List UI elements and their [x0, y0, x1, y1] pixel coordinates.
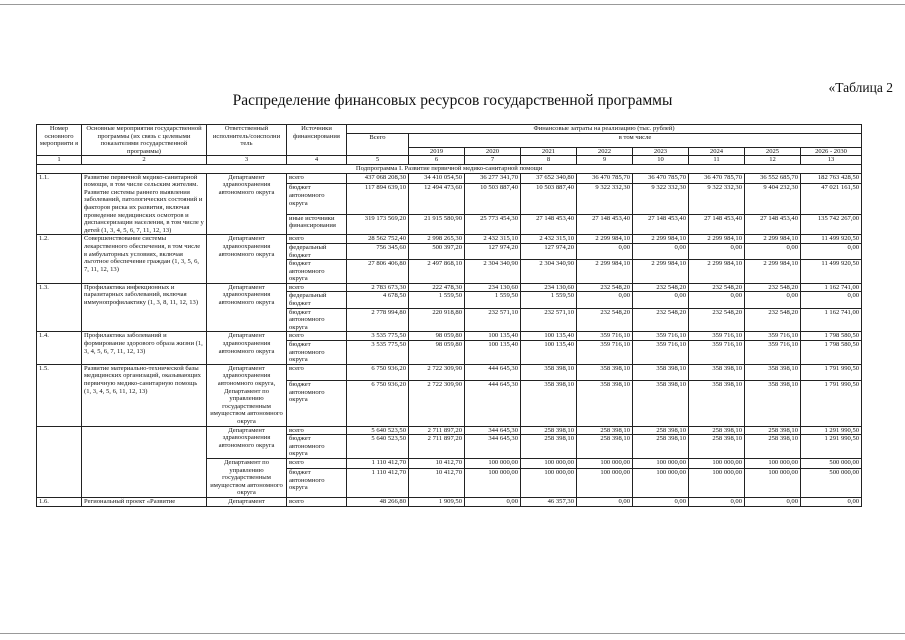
table-row — [37, 332, 862, 341]
finance-table — [36, 124, 862, 507]
row-value: 1 110 412,70 — [347, 458, 409, 468]
row-event: Развитие материально-технической базы медицинских организаций, оказывающих первичную медико-санитарную помощь (1, 3, 4, 5, 6, 11, 12, 13) — [82, 364, 207, 426]
row-value: 5 640 523,50 — [347, 435, 409, 459]
row-value: 9 322 332,30 — [633, 184, 689, 214]
row-value: 2 432 315,10 — [465, 235, 521, 244]
row-value: 1 559,50 — [521, 292, 577, 308]
header-year: 2024 — [689, 147, 745, 156]
row-value: 234 130,60 — [465, 283, 521, 292]
row-executor: Департамент здравоохранения автономного округа — [207, 426, 287, 458]
row-value: 0,00 — [689, 243, 745, 259]
row-value: 258 398,10 — [633, 435, 689, 459]
header-number: Номер основного мероприяти я — [37, 125, 82, 156]
row-value: 3 535 775,50 — [347, 332, 409, 341]
row-value: 358 398,10 — [521, 364, 577, 380]
row-value: 27 148 453,40 — [633, 214, 689, 235]
row-source: бюджет автономного округа — [287, 341, 347, 365]
row-value: 100 000,00 — [689, 469, 745, 498]
row-value: 232 571,10 — [521, 308, 577, 332]
scan-edge-top — [0, 4, 905, 5]
row-source: всего — [287, 426, 347, 435]
row-value: 258 398,10 — [577, 435, 633, 459]
header-year: 2025 — [745, 147, 801, 156]
row-value: 258 398,10 — [577, 426, 633, 435]
row-value: 258 398,10 — [745, 426, 801, 435]
row-value: 0,00 — [465, 497, 521, 506]
row-source: федеральный бюджет — [287, 292, 347, 308]
row-value: 100 135,40 — [465, 341, 521, 365]
row-value: 1 162 741,00 — [801, 283, 862, 292]
row-value: 100 135,40 — [465, 332, 521, 341]
row-value: 1 798 580,50 — [801, 341, 862, 365]
row-number: 1.1. — [37, 173, 82, 235]
table-caption: «Таблица 2 — [828, 80, 893, 95]
row-event: Профилактика заболеваний и формирование здорового образа жизни (1, 3, 4, 5, 6, 7, 11, 12, 13) — [82, 332, 207, 364]
row-value: 358 398,10 — [633, 381, 689, 426]
row-value: 2 299 984,10 — [745, 235, 801, 244]
row-value: 358 398,10 — [577, 364, 633, 380]
row-value: 127 974,20 — [465, 243, 521, 259]
row-value: 358 398,10 — [633, 364, 689, 380]
row-executor: Департамент здравоохранения автономного округа — [207, 332, 287, 364]
row-value: 10 503 887,40 — [465, 184, 521, 214]
table-body — [37, 125, 862, 507]
row-value: 232 548,20 — [745, 283, 801, 292]
row-source: всего — [287, 235, 347, 244]
row-value: 36 470 785,70 — [577, 173, 633, 184]
row-value: 319 173 569,20 — [347, 214, 409, 235]
row-value: 2 711 897,20 — [409, 435, 465, 459]
row-value: 358 398,10 — [745, 364, 801, 380]
row-value: 36 470 785,70 — [633, 173, 689, 184]
row-value: 2 304 340,90 — [465, 260, 521, 284]
row-value: 232 548,20 — [633, 308, 689, 332]
row-value: 220 918,80 — [409, 308, 465, 332]
row-value: 3 535 775,50 — [347, 341, 409, 365]
row-value: 28 562 752,40 — [347, 235, 409, 244]
row-value: 100 000,00 — [521, 469, 577, 498]
row-value: 2 497 868,10 — [409, 260, 465, 284]
column-number: 9 — [577, 156, 633, 165]
column-number: 2 — [82, 156, 207, 165]
row-value: 100 000,00 — [521, 458, 577, 468]
row-value: 117 894 639,10 — [347, 184, 409, 214]
header-sources: Источники финансирования — [287, 125, 347, 156]
row-value: 100 000,00 — [465, 469, 521, 498]
row-value: 0,00 — [801, 243, 862, 259]
column-numbers-row — [37, 156, 862, 165]
row-value: 0,00 — [633, 292, 689, 308]
row-value: 6 750 936,20 — [347, 364, 409, 380]
row-value: 1 291 990,50 — [801, 426, 862, 435]
row-value: 2 722 309,90 — [409, 364, 465, 380]
row-value: 258 398,10 — [521, 426, 577, 435]
row-value: 127 974,20 — [521, 243, 577, 259]
column-number: 13 — [801, 156, 862, 165]
row-source: всего — [287, 332, 347, 341]
row-value: 359 716,10 — [577, 341, 633, 365]
row-number — [37, 426, 82, 458]
row-source: бюджет автономного округа — [287, 184, 347, 214]
header-year: 2022 — [577, 147, 633, 156]
row-value: 2 299 984,10 — [633, 235, 689, 244]
header-year: 2026 - 2030 — [801, 147, 862, 156]
column-number: 7 — [465, 156, 521, 165]
row-value: 11 499 920,50 — [801, 260, 862, 284]
row-value: 98 059,80 — [409, 341, 465, 365]
row-value: 359 716,10 — [633, 332, 689, 341]
row-number — [37, 458, 82, 497]
row-value: 135 742 267,00 — [801, 214, 862, 235]
row-value: 756 345,60 — [347, 243, 409, 259]
header-year: 2020 — [465, 147, 521, 156]
row-value: 27 148 453,40 — [689, 214, 745, 235]
header-year: 2019 — [409, 147, 465, 156]
row-value: 358 398,10 — [745, 381, 801, 426]
row-value: 10 503 887,40 — [521, 184, 577, 214]
row-value: 36 552 685,70 — [745, 173, 801, 184]
row-number: 1.3. — [37, 283, 82, 332]
row-value: 2 778 994,80 — [347, 308, 409, 332]
row-value: 232 571,10 — [465, 308, 521, 332]
row-value: 27 148 453,40 — [577, 214, 633, 235]
table-row — [37, 283, 862, 292]
row-value: 1 791 990,50 — [801, 364, 862, 380]
row-source: бюджет автономного округа — [287, 469, 347, 498]
header-events: Основные мероприятия государственной программы (их связь с целевыми показателями государственной программы) — [82, 125, 207, 156]
row-value: 0,00 — [745, 497, 801, 506]
row-value: 1 791 990,50 — [801, 381, 862, 426]
column-number: 11 — [689, 156, 745, 165]
row-value: 36 277 341,70 — [465, 173, 521, 184]
row-value: 0,00 — [745, 292, 801, 308]
row-value: 232 548,20 — [633, 283, 689, 292]
row-value: 2 432 315,10 — [521, 235, 577, 244]
row-source: всего — [287, 497, 347, 506]
row-value: 9 404 232,30 — [745, 184, 801, 214]
row-value: 36 470 785,70 — [689, 173, 745, 184]
row-value: 4 678,50 — [347, 292, 409, 308]
row-value: 234 130,60 — [521, 283, 577, 292]
row-value: 2 299 984,10 — [689, 260, 745, 284]
row-executor: Департамент здравоохранения автономного округа — [207, 173, 287, 235]
row-value: 444 645,30 — [465, 381, 521, 426]
row-value: 444 645,30 — [465, 364, 521, 380]
document-title: Распределение финансовых ресурсов государственной программы — [232, 92, 673, 109]
row-value: 100 000,00 — [745, 458, 801, 468]
row-value: 25 773 454,30 — [465, 214, 521, 235]
row-value: 258 398,10 — [521, 435, 577, 459]
scan-edge-bottom — [0, 633, 905, 634]
column-number: 10 — [633, 156, 689, 165]
row-value: 2 998 265,30 — [409, 235, 465, 244]
table-row — [37, 458, 862, 468]
row-value: 258 398,10 — [745, 435, 801, 459]
row-value: 34 410 054,50 — [409, 173, 465, 184]
row-value: 100 000,00 — [633, 458, 689, 468]
row-value: 100 000,00 — [689, 458, 745, 468]
row-value: 1 110 412,70 — [347, 469, 409, 498]
row-value: 47 021 161,50 — [801, 184, 862, 214]
row-source: бюджет автономного округа — [287, 435, 347, 459]
row-value: 1 798 580,50 — [801, 332, 862, 341]
row-event: Региональный проект «Развитие — [82, 497, 207, 506]
row-value: 100 000,00 — [633, 469, 689, 498]
row-value: 500 397,20 — [409, 243, 465, 259]
row-executor: Департамент здравоохранения автономного округа, Департамент по управлению государственным имуществом автономного округа — [207, 364, 287, 426]
header-year: 2023 — [633, 147, 689, 156]
row-value: 359 716,10 — [689, 332, 745, 341]
header-row — [37, 125, 862, 134]
row-value: 344 645,30 — [465, 435, 521, 459]
row-value: 359 716,10 — [633, 341, 689, 365]
header-year: 2021 — [521, 147, 577, 156]
row-value: 0,00 — [633, 497, 689, 506]
column-number: 4 — [287, 156, 347, 165]
row-source: бюджет автономного округа — [287, 308, 347, 332]
row-value: 10 412,70 — [409, 469, 465, 498]
row-value: 358 398,10 — [689, 364, 745, 380]
row-value: 100 135,40 — [521, 341, 577, 365]
column-number: 6 — [409, 156, 465, 165]
row-value: 37 652 340,80 — [521, 173, 577, 184]
column-number: 12 — [745, 156, 801, 165]
row-event — [82, 426, 207, 458]
row-value: 232 548,20 — [745, 308, 801, 332]
table-row — [37, 364, 862, 380]
row-value: 500 000,00 — [801, 458, 862, 468]
row-value: 100 135,40 — [521, 332, 577, 341]
row-value: 21 915 580,90 — [409, 214, 465, 235]
table-row — [37, 173, 862, 184]
row-value: 358 398,10 — [577, 381, 633, 426]
row-value: 12 494 473,60 — [409, 184, 465, 214]
row-value: 10 412,70 — [409, 458, 465, 468]
row-executor: Департамент здравоохранения автономного округа — [207, 283, 287, 332]
row-value: 232 548,20 — [577, 283, 633, 292]
column-number: 5 — [347, 156, 409, 165]
row-value: 359 716,10 — [745, 332, 801, 341]
row-source: бюджет автономного округа — [287, 381, 347, 426]
row-value: 11 499 920,50 — [801, 235, 862, 244]
row-value: 2 299 984,10 — [633, 260, 689, 284]
row-value: 0,00 — [745, 243, 801, 259]
row-value: 1 291 990,50 — [801, 435, 862, 459]
row-executor: Департамент здравоохранения автономного округа — [207, 235, 287, 284]
header-costs: Финансовые затраты на реализацию (тыс. рублей) — [347, 125, 862, 134]
row-value: 0,00 — [801, 497, 862, 506]
row-value: 1 909,50 — [409, 497, 465, 506]
row-source: бюджет автономного округа — [287, 260, 347, 284]
row-value: 1 559,50 — [409, 292, 465, 308]
row-value: 5 640 523,50 — [347, 426, 409, 435]
row-executor: Департамент — [207, 497, 287, 506]
column-number: 1 — [37, 156, 82, 165]
row-value: 100 000,00 — [465, 458, 521, 468]
row-value: 1 559,50 — [465, 292, 521, 308]
row-value: 2 711 897,20 — [409, 426, 465, 435]
row-source: всего — [287, 458, 347, 468]
row-value: 358 398,10 — [521, 381, 577, 426]
row-value: 358 398,10 — [689, 381, 745, 426]
column-number: 8 — [521, 156, 577, 165]
row-value: 6 750 936,20 — [347, 381, 409, 426]
table-row — [37, 497, 862, 506]
row-value: 2 299 984,10 — [689, 235, 745, 244]
subprogram-title: Подпрограмма I. Развитие первичной медико-санитарной помощи — [37, 164, 862, 173]
row-source: всего — [287, 283, 347, 292]
row-value: 27 806 406,80 — [347, 260, 409, 284]
header-total: Всего — [347, 133, 409, 156]
row-value: 27 148 453,40 — [521, 214, 577, 235]
row-value: 232 548,20 — [689, 308, 745, 332]
header-executor: Ответственный исполнитель/соисполни тель — [207, 125, 287, 156]
row-value: 2 304 340,90 — [521, 260, 577, 284]
row-value: 182 763 428,50 — [801, 173, 862, 184]
row-source: иные источники финансирования — [287, 214, 347, 235]
row-value: 2 299 984,10 — [577, 235, 633, 244]
row-value: 2 783 673,30 — [347, 283, 409, 292]
row-value: 2 299 984,10 — [745, 260, 801, 284]
table-row — [37, 235, 862, 244]
row-number: 1.6. — [37, 497, 82, 506]
row-value: 500 000,00 — [801, 469, 862, 498]
row-value: 9 322 332,30 — [689, 184, 745, 214]
row-value: 0,00 — [577, 292, 633, 308]
row-value: 2 722 309,90 — [409, 381, 465, 426]
row-value: 0,00 — [577, 497, 633, 506]
header-including: в том числе — [409, 133, 862, 147]
row-value: 359 716,10 — [745, 341, 801, 365]
row-event — [82, 458, 207, 497]
row-event: Развитие первичной медико-санитарной помощи, в том числе сельским жителям. Развитие системы раннего выявления заболеваний, патологических состояний и факторов риска их развития, включая проведение медицинских осмотров и диспансеризации населения, в том числе у детей (1, 3, 4, 5, 6, 7, 11, 12, 13) — [82, 173, 207, 235]
row-source: всего — [287, 364, 347, 380]
row-number: 1.4. — [37, 332, 82, 364]
row-source: всего — [287, 173, 347, 184]
table-row — [37, 426, 862, 435]
row-value: 48 266,80 — [347, 497, 409, 506]
row-value: 232 548,20 — [577, 308, 633, 332]
column-number: 3 — [207, 156, 287, 165]
row-value: 0,00 — [689, 292, 745, 308]
row-value: 437 068 208,30 — [347, 173, 409, 184]
row-value: 232 548,20 — [689, 283, 745, 292]
row-source: федеральный бюджет — [287, 243, 347, 259]
row-value: 46 357,30 — [521, 497, 577, 506]
row-value: 0,00 — [633, 243, 689, 259]
row-value: 9 322 332,30 — [577, 184, 633, 214]
row-value: 100 000,00 — [577, 469, 633, 498]
row-number: 1.5. — [37, 364, 82, 426]
row-value: 1 162 741,00 — [801, 308, 862, 332]
row-value: 0,00 — [801, 292, 862, 308]
row-value: 258 398,10 — [689, 426, 745, 435]
row-value: 98 059,80 — [409, 332, 465, 341]
row-number: 1.2. — [37, 235, 82, 284]
row-value: 344 645,30 — [465, 426, 521, 435]
row-value: 258 398,10 — [633, 426, 689, 435]
row-event: Профилактика инфекционных и паразитарных заболеваний, включая иммунопрофилактику (1, 3, 8, 11, 12, 13) — [82, 283, 207, 332]
row-value: 0,00 — [689, 497, 745, 506]
row-value: 0,00 — [577, 243, 633, 259]
row-event: Совершенствование системы лекарственного обеспечения, в том числе в амбулаторных условиях, включая льготное обеспечение граждан (1, 3, 5, 6, 7, 11, 12, 13) — [82, 235, 207, 284]
row-value: 359 716,10 — [689, 341, 745, 365]
row-value: 222 478,30 — [409, 283, 465, 292]
subprogram-row — [37, 164, 862, 173]
row-value: 100 000,00 — [577, 458, 633, 468]
row-value: 258 398,10 — [689, 435, 745, 459]
row-executor: Департамент по управлению государственным имуществом автономного округа — [207, 458, 287, 497]
row-value: 100 000,00 — [745, 469, 801, 498]
row-value: 27 148 453,40 — [745, 214, 801, 235]
row-value: 359 716,10 — [577, 332, 633, 341]
row-value: 2 299 984,10 — [577, 260, 633, 284]
